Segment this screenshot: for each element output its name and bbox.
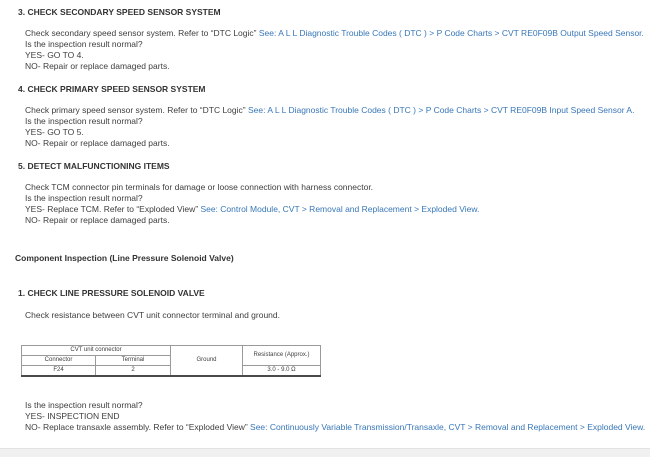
step-3-heading: 3. CHECK SECONDARY SPEED SENSOR SYSTEM [18, 7, 221, 17]
table-header-connector: Connector [22, 356, 96, 366]
table-cell-connector-value: F24 [22, 366, 96, 377]
component-inspection-title: Component Inspection (Line Pressure Solenoid Valve) [15, 253, 234, 263]
text-line: Is the inspection result normal? [25, 400, 143, 410]
text-line: Is the inspection result normal? [25, 39, 143, 49]
reference-link[interactable]: See: A L L Diagnostic Trouble Codes ( DTC ) > P Code Charts > CVT RE0F09B Input Speed Sensor A. [247, 105, 635, 115]
step-5-heading: 5. DETECT MALFUNCTIONING ITEMS [18, 161, 170, 171]
text-line-plain: Check primary speed sensor system. Refer to “DTC Logic” [25, 105, 248, 115]
text-line: NO- Repair or replace damaged parts. [25, 215, 170, 225]
text-line: YES- INSPECTION END [25, 411, 120, 421]
step-4-heading: 4. CHECK PRIMARY SPEED SENSOR SYSTEM [18, 84, 206, 94]
text-line: Is the inspection result normal? [25, 193, 143, 203]
text-line: Is the inspection result normal? [25, 116, 143, 126]
step-5-body [25, 182, 650, 226]
text-line-plain: YES- Replace TCM. Refer to “Exploded View” [25, 204, 201, 214]
step-3-body [25, 28, 650, 72]
table-header-cvt-unit-connector: CVT unit connector [22, 346, 171, 356]
component-step-1-heading: 1. CHECK LINE PRESSURE SOLENOID VALVE [18, 288, 205, 298]
text-line [25, 28, 650, 39]
text-line: YES- GO TO 5. [25, 127, 84, 137]
page-bottom-divider [0, 448, 650, 457]
text-line: NO- Repair or replace damaged parts. [25, 138, 170, 148]
table-row [22, 346, 321, 356]
resistance-spec-table [21, 345, 321, 377]
reference-link[interactable]: See: A L L Diagnostic Trouble Codes ( DTC ) > P Code Charts > CVT RE0F09B Output Speed Sensor. [258, 28, 644, 38]
text-line: YES- GO TO 4. [25, 50, 84, 60]
text-line: NO- Repair or replace damaged parts. [25, 61, 170, 71]
text-line: Check TCM connector pin terminals for damage or loose connection with harness connector. [25, 182, 374, 192]
component-result-body [25, 400, 650, 433]
table-cell-resistance-value: 3.0 - 9.0 Ω [243, 366, 321, 377]
component-intro-text: Check resistance between CVT unit connector terminal and ground. [25, 310, 280, 320]
reference-link[interactable]: See: Continuously Variable Transmission/Transaxle, CVT > Removal and Replacement > Exploded View. [250, 422, 646, 432]
text-line-plain: NO- Replace transaxle assembly. Refer to “Exploded View” [25, 422, 251, 432]
table-header-ground: Ground [171, 346, 243, 377]
step-4-body [25, 105, 650, 149]
table-header-resistance: Resistance (Approx.) [243, 346, 321, 366]
text-line-plain: Check secondary speed sensor system. Refer to “DTC Logic” [25, 28, 259, 38]
text-line [25, 422, 650, 433]
table-header-terminal: Terminal [96, 356, 171, 366]
reference-link[interactable]: See: Control Module, CVT > Removal and Replacement > Exploded View. [200, 204, 480, 214]
text-line [25, 105, 650, 116]
table-cell-terminal-value: 2 [96, 366, 171, 377]
text-line [25, 204, 650, 215]
